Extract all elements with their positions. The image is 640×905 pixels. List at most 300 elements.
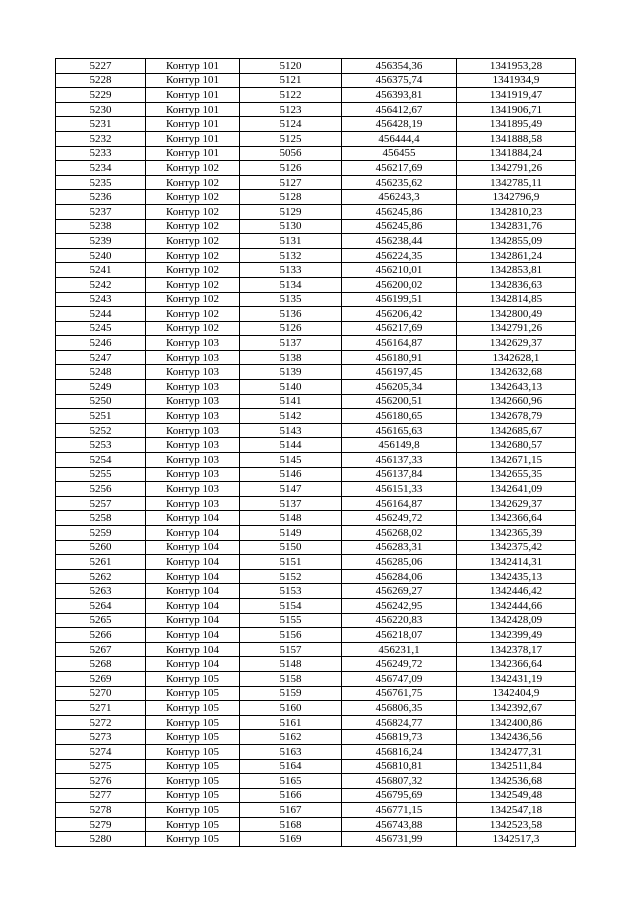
contour-name-cell: Контур 102	[146, 161, 240, 176]
row-number-cell: 5279	[56, 817, 146, 832]
table-row	[56, 832, 576, 847]
row-number-cell: 5250	[56, 394, 146, 409]
table-row	[56, 161, 576, 176]
x-coordinate-cell: 456816,24	[342, 744, 457, 759]
table-row	[56, 423, 576, 438]
x-coordinate-cell: 456249,72	[342, 511, 457, 526]
point-number-cell: 5138	[240, 350, 342, 365]
table-row	[56, 788, 576, 803]
contour-name-cell: Контур 103	[146, 336, 240, 351]
point-number-cell: 5131	[240, 234, 342, 249]
row-number-cell: 5257	[56, 496, 146, 511]
x-coordinate-cell: 456217,69	[342, 321, 457, 336]
row-number-cell: 5233	[56, 146, 146, 161]
point-number-cell: 5145	[240, 453, 342, 468]
table-row	[56, 701, 576, 716]
point-number-cell: 5056	[240, 146, 342, 161]
point-number-cell: 5166	[240, 788, 342, 803]
row-number-cell: 5260	[56, 540, 146, 555]
contour-name-cell: Контур 103	[146, 409, 240, 424]
y-coordinate-cell: 1342796,9	[457, 190, 576, 205]
table-row	[56, 321, 576, 336]
row-number-cell: 5271	[56, 701, 146, 716]
y-coordinate-cell: 1342853,81	[457, 263, 576, 278]
contour-name-cell: Контур 101	[146, 117, 240, 132]
y-coordinate-cell: 1342366,64	[457, 511, 576, 526]
contour-name-cell: Контур 102	[146, 307, 240, 322]
row-number-cell: 5263	[56, 584, 146, 599]
row-number-cell: 5241	[56, 263, 146, 278]
x-coordinate-cell: 456393,81	[342, 88, 457, 103]
point-number-cell: 5167	[240, 803, 342, 818]
table-row	[56, 438, 576, 453]
y-coordinate-cell: 1342392,67	[457, 701, 576, 716]
contour-name-cell: Контур 103	[146, 350, 240, 365]
contour-name-cell: Контур 104	[146, 657, 240, 672]
y-coordinate-cell: 1342477,31	[457, 744, 576, 759]
contour-name-cell: Контур 101	[146, 59, 240, 74]
contour-name-cell: Контур 104	[146, 540, 240, 555]
y-coordinate-cell: 1342678,79	[457, 409, 576, 424]
x-coordinate-cell: 456283,31	[342, 540, 457, 555]
x-coordinate-cell: 456217,69	[342, 161, 457, 176]
table-row	[56, 540, 576, 555]
x-coordinate-cell: 456249,72	[342, 657, 457, 672]
contour-name-cell: Контур 102	[146, 263, 240, 278]
table-row	[56, 730, 576, 745]
row-number-cell: 5265	[56, 613, 146, 628]
x-coordinate-cell: 456743,88	[342, 817, 457, 832]
row-number-cell: 5229	[56, 88, 146, 103]
x-coordinate-cell: 456284,06	[342, 569, 457, 584]
x-coordinate-cell: 456806,35	[342, 701, 457, 716]
contour-name-cell: Контур 104	[146, 526, 240, 541]
row-number-cell: 5252	[56, 423, 146, 438]
point-number-cell: 5161	[240, 715, 342, 730]
x-coordinate-cell: 456180,91	[342, 350, 457, 365]
x-coordinate-cell: 456269,27	[342, 584, 457, 599]
y-coordinate-cell: 1342641,09	[457, 482, 576, 497]
table-row	[56, 467, 576, 482]
contour-name-cell: Контур 102	[146, 292, 240, 307]
contour-name-cell: Контур 105	[146, 803, 240, 818]
row-number-cell: 5242	[56, 277, 146, 292]
x-coordinate-cell: 456242,95	[342, 598, 457, 613]
point-number-cell: 5126	[240, 321, 342, 336]
contour-name-cell: Контур 105	[146, 788, 240, 803]
table-row	[56, 613, 576, 628]
x-coordinate-cell: 456199,51	[342, 292, 457, 307]
y-coordinate-cell: 1342446,42	[457, 584, 576, 599]
table-row	[56, 175, 576, 190]
row-number-cell: 5238	[56, 219, 146, 234]
x-coordinate-cell: 456164,87	[342, 336, 457, 351]
table-row	[56, 774, 576, 789]
y-coordinate-cell: 1342366,64	[457, 657, 576, 672]
table-row	[56, 88, 576, 103]
point-number-cell: 5120	[240, 59, 342, 74]
x-coordinate-cell: 456285,06	[342, 555, 457, 570]
x-coordinate-cell: 456819,73	[342, 730, 457, 745]
table-row	[56, 409, 576, 424]
contour-name-cell: Контур 104	[146, 555, 240, 570]
y-coordinate-cell: 1341953,28	[457, 59, 576, 74]
table-row	[56, 817, 576, 832]
y-coordinate-cell: 1342414,31	[457, 555, 576, 570]
contour-name-cell: Контур 103	[146, 482, 240, 497]
x-coordinate-cell: 456238,44	[342, 234, 457, 249]
point-number-cell: 5141	[240, 394, 342, 409]
x-coordinate-cell: 456268,02	[342, 526, 457, 541]
row-number-cell: 5268	[56, 657, 146, 672]
row-number-cell: 5228	[56, 73, 146, 88]
x-coordinate-cell: 456243,3	[342, 190, 457, 205]
x-coordinate-cell: 456771,15	[342, 803, 457, 818]
x-coordinate-cell: 456375,74	[342, 73, 457, 88]
point-number-cell: 5157	[240, 642, 342, 657]
contour-name-cell: Контур 102	[146, 190, 240, 205]
table-row	[56, 292, 576, 307]
table-row	[56, 350, 576, 365]
row-number-cell: 5262	[56, 569, 146, 584]
row-number-cell: 5240	[56, 248, 146, 263]
row-number-cell: 5245	[56, 321, 146, 336]
x-coordinate-cell: 456200,51	[342, 394, 457, 409]
point-number-cell: 5144	[240, 438, 342, 453]
contour-name-cell: Контур 104	[146, 598, 240, 613]
y-coordinate-cell: 1342428,09	[457, 613, 576, 628]
x-coordinate-cell: 456810,81	[342, 759, 457, 774]
table-row	[56, 263, 576, 278]
table-row	[56, 569, 576, 584]
table-row	[56, 657, 576, 672]
point-number-cell: 5134	[240, 277, 342, 292]
y-coordinate-cell: 1342517,3	[457, 832, 576, 847]
x-coordinate-cell: 456149,8	[342, 438, 457, 453]
table-row	[56, 131, 576, 146]
point-number-cell: 5148	[240, 511, 342, 526]
table-row	[56, 803, 576, 818]
contour-name-cell: Контур 103	[146, 438, 240, 453]
contour-name-cell: Контур 102	[146, 175, 240, 190]
point-number-cell: 5149	[240, 526, 342, 541]
y-coordinate-cell: 1342643,13	[457, 380, 576, 395]
y-coordinate-cell: 1342680,57	[457, 438, 576, 453]
x-coordinate-cell: 456444,4	[342, 131, 457, 146]
y-coordinate-cell: 1341888,58	[457, 131, 576, 146]
contour-name-cell: Контур 102	[146, 234, 240, 249]
table-row	[56, 598, 576, 613]
y-coordinate-cell: 1342436,56	[457, 730, 576, 745]
table-row	[56, 102, 576, 117]
x-coordinate-cell: 456761,75	[342, 686, 457, 701]
row-number-cell: 5256	[56, 482, 146, 497]
table-row	[56, 394, 576, 409]
y-coordinate-cell: 1342365,39	[457, 526, 576, 541]
row-number-cell: 5246	[56, 336, 146, 351]
point-number-cell: 5147	[240, 482, 342, 497]
y-coordinate-cell: 1342399,49	[457, 628, 576, 643]
row-number-cell: 5249	[56, 380, 146, 395]
table-row	[56, 628, 576, 643]
row-number-cell: 5280	[56, 832, 146, 847]
x-coordinate-cell: 456731,99	[342, 832, 457, 847]
table-row	[56, 190, 576, 205]
y-coordinate-cell: 1342814,85	[457, 292, 576, 307]
y-coordinate-cell: 1342549,48	[457, 788, 576, 803]
y-coordinate-cell: 1342629,37	[457, 336, 576, 351]
table-row	[56, 526, 576, 541]
point-number-cell: 5142	[240, 409, 342, 424]
point-number-cell: 5133	[240, 263, 342, 278]
y-coordinate-cell: 1342831,76	[457, 219, 576, 234]
x-coordinate-cell: 456824,77	[342, 715, 457, 730]
table-row	[56, 59, 576, 74]
point-number-cell: 5150	[240, 540, 342, 555]
contour-name-cell: Контур 104	[146, 613, 240, 628]
contour-name-cell: Контур 105	[146, 774, 240, 789]
table-row	[56, 686, 576, 701]
point-number-cell: 5148	[240, 657, 342, 672]
point-number-cell: 5146	[240, 467, 342, 482]
row-number-cell: 5234	[56, 161, 146, 176]
point-number-cell: 5154	[240, 598, 342, 613]
point-number-cell: 5137	[240, 336, 342, 351]
contour-name-cell: Контур 103	[146, 423, 240, 438]
point-number-cell: 5169	[240, 832, 342, 847]
contour-name-cell: Контур 103	[146, 453, 240, 468]
x-coordinate-cell: 456231,1	[342, 642, 457, 657]
y-coordinate-cell: 1342444,66	[457, 598, 576, 613]
y-coordinate-cell: 1342511,84	[457, 759, 576, 774]
contour-name-cell: Контур 105	[146, 715, 240, 730]
point-number-cell: 5123	[240, 102, 342, 117]
y-coordinate-cell: 1342791,26	[457, 161, 576, 176]
x-coordinate-cell: 456151,33	[342, 482, 457, 497]
x-coordinate-cell: 456180,65	[342, 409, 457, 424]
y-coordinate-cell: 1342629,37	[457, 496, 576, 511]
contour-name-cell: Контур 105	[146, 817, 240, 832]
row-number-cell: 5261	[56, 555, 146, 570]
table-row	[56, 117, 576, 132]
x-coordinate-cell: 456220,83	[342, 613, 457, 628]
row-number-cell: 5272	[56, 715, 146, 730]
contour-name-cell: Контур 105	[146, 671, 240, 686]
point-number-cell: 5122	[240, 88, 342, 103]
point-number-cell: 5124	[240, 117, 342, 132]
y-coordinate-cell: 1342836,63	[457, 277, 576, 292]
contour-name-cell: Контур 102	[146, 321, 240, 336]
row-number-cell: 5230	[56, 102, 146, 117]
y-coordinate-cell: 1342404,9	[457, 686, 576, 701]
row-number-cell: 5273	[56, 730, 146, 745]
x-coordinate-cell: 456200,02	[342, 277, 457, 292]
row-number-cell: 5253	[56, 438, 146, 453]
contour-name-cell: Контур 101	[146, 88, 240, 103]
y-coordinate-cell: 1342400,86	[457, 715, 576, 730]
y-coordinate-cell: 1341919,47	[457, 88, 576, 103]
y-coordinate-cell: 1342861,24	[457, 248, 576, 263]
row-number-cell: 5276	[56, 774, 146, 789]
table-row	[56, 555, 576, 570]
point-number-cell: 5156	[240, 628, 342, 643]
table-row	[56, 146, 576, 161]
point-number-cell: 5128	[240, 190, 342, 205]
row-number-cell: 5227	[56, 59, 146, 74]
x-coordinate-cell: 456807,32	[342, 774, 457, 789]
contour-name-cell: Контур 104	[146, 628, 240, 643]
table-row	[56, 248, 576, 263]
point-number-cell: 5136	[240, 307, 342, 322]
coordinates-table	[55, 58, 576, 847]
row-number-cell: 5237	[56, 204, 146, 219]
x-coordinate-cell: 456455	[342, 146, 457, 161]
point-number-cell: 5155	[240, 613, 342, 628]
table-row	[56, 277, 576, 292]
point-number-cell: 5126	[240, 161, 342, 176]
row-number-cell: 5274	[56, 744, 146, 759]
y-coordinate-cell: 1342810,23	[457, 204, 576, 219]
table-row	[56, 715, 576, 730]
row-number-cell: 5243	[56, 292, 146, 307]
y-coordinate-cell: 1342800,49	[457, 307, 576, 322]
y-coordinate-cell: 1342628,1	[457, 350, 576, 365]
y-coordinate-cell: 1342791,26	[457, 321, 576, 336]
y-coordinate-cell: 1342375,42	[457, 540, 576, 555]
x-coordinate-cell: 456205,34	[342, 380, 457, 395]
contour-name-cell: Контур 104	[146, 584, 240, 599]
y-coordinate-cell: 1342660,96	[457, 394, 576, 409]
y-coordinate-cell: 1342523,58	[457, 817, 576, 832]
row-number-cell: 5264	[56, 598, 146, 613]
x-coordinate-cell: 456354,36	[342, 59, 457, 74]
coordinates-table-body	[56, 59, 576, 847]
row-number-cell: 5270	[56, 686, 146, 701]
y-coordinate-cell: 1341906,71	[457, 102, 576, 117]
point-number-cell: 5158	[240, 671, 342, 686]
row-number-cell: 5239	[56, 234, 146, 249]
contour-name-cell: Контур 102	[146, 219, 240, 234]
x-coordinate-cell: 456245,86	[342, 204, 457, 219]
contour-name-cell: Контур 104	[146, 569, 240, 584]
point-number-cell: 5153	[240, 584, 342, 599]
y-coordinate-cell: 1342655,35	[457, 467, 576, 482]
row-number-cell: 5266	[56, 628, 146, 643]
point-number-cell: 5139	[240, 365, 342, 380]
row-number-cell: 5248	[56, 365, 146, 380]
point-number-cell: 5163	[240, 744, 342, 759]
table-row	[56, 671, 576, 686]
row-number-cell: 5235	[56, 175, 146, 190]
x-coordinate-cell: 456165,63	[342, 423, 457, 438]
point-number-cell: 5168	[240, 817, 342, 832]
contour-name-cell: Контур 101	[146, 146, 240, 161]
point-number-cell: 5125	[240, 131, 342, 146]
row-number-cell: 5247	[56, 350, 146, 365]
table-row	[56, 73, 576, 88]
contour-name-cell: Контур 102	[146, 204, 240, 219]
row-number-cell: 5278	[56, 803, 146, 818]
contour-name-cell: Контур 105	[146, 759, 240, 774]
table-row	[56, 219, 576, 234]
table-row	[56, 511, 576, 526]
point-number-cell: 5151	[240, 555, 342, 570]
x-coordinate-cell: 456137,33	[342, 453, 457, 468]
x-coordinate-cell: 456235,62	[342, 175, 457, 190]
y-coordinate-cell: 1342685,67	[457, 423, 576, 438]
table-row	[56, 336, 576, 351]
point-number-cell: 5129	[240, 204, 342, 219]
table-row	[56, 744, 576, 759]
contour-name-cell: Контур 101	[146, 131, 240, 146]
row-number-cell: 5259	[56, 526, 146, 541]
table-row	[56, 365, 576, 380]
x-coordinate-cell: 456210,01	[342, 263, 457, 278]
contour-name-cell: Контур 105	[146, 832, 240, 847]
row-number-cell: 5255	[56, 467, 146, 482]
point-number-cell: 5159	[240, 686, 342, 701]
contour-name-cell: Контур 101	[146, 102, 240, 117]
contour-name-cell: Контур 103	[146, 380, 240, 395]
table-row	[56, 482, 576, 497]
y-coordinate-cell: 1342547,18	[457, 803, 576, 818]
x-coordinate-cell: 456428,19	[342, 117, 457, 132]
x-coordinate-cell: 456224,35	[342, 248, 457, 263]
contour-name-cell: Контур 101	[146, 73, 240, 88]
point-number-cell: 5160	[240, 701, 342, 716]
contour-name-cell: Контур 104	[146, 511, 240, 526]
table-row	[56, 496, 576, 511]
x-coordinate-cell: 456795,69	[342, 788, 457, 803]
table-row	[56, 234, 576, 249]
y-coordinate-cell: 1342855,09	[457, 234, 576, 249]
table-row	[56, 759, 576, 774]
contour-name-cell: Контур 103	[146, 467, 240, 482]
y-coordinate-cell: 1342435,13	[457, 569, 576, 584]
table-row	[56, 584, 576, 599]
x-coordinate-cell: 456245,86	[342, 219, 457, 234]
y-coordinate-cell: 1342785,11	[457, 175, 576, 190]
row-number-cell: 5236	[56, 190, 146, 205]
contour-name-cell: Контур 102	[146, 248, 240, 263]
x-coordinate-cell: 456206,42	[342, 307, 457, 322]
point-number-cell: 5165	[240, 774, 342, 789]
table-row	[56, 453, 576, 468]
row-number-cell: 5254	[56, 453, 146, 468]
point-number-cell: 5143	[240, 423, 342, 438]
point-number-cell: 5127	[240, 175, 342, 190]
y-coordinate-cell: 1341934,9	[457, 73, 576, 88]
point-number-cell: 5121	[240, 73, 342, 88]
y-coordinate-cell: 1341895,49	[457, 117, 576, 132]
x-coordinate-cell: 456412,67	[342, 102, 457, 117]
contour-name-cell: Контур 105	[146, 744, 240, 759]
row-number-cell: 5244	[56, 307, 146, 322]
contour-name-cell: Контур 103	[146, 394, 240, 409]
row-number-cell: 5267	[56, 642, 146, 657]
row-number-cell: 5251	[56, 409, 146, 424]
contour-name-cell: Контур 105	[146, 730, 240, 745]
table-row	[56, 307, 576, 322]
row-number-cell: 5231	[56, 117, 146, 132]
y-coordinate-cell: 1342431,19	[457, 671, 576, 686]
point-number-cell: 5152	[240, 569, 342, 584]
contour-name-cell: Контур 103	[146, 496, 240, 511]
table-row	[56, 204, 576, 219]
point-number-cell: 5162	[240, 730, 342, 745]
x-coordinate-cell: 456197,45	[342, 365, 457, 380]
point-number-cell: 5130	[240, 219, 342, 234]
